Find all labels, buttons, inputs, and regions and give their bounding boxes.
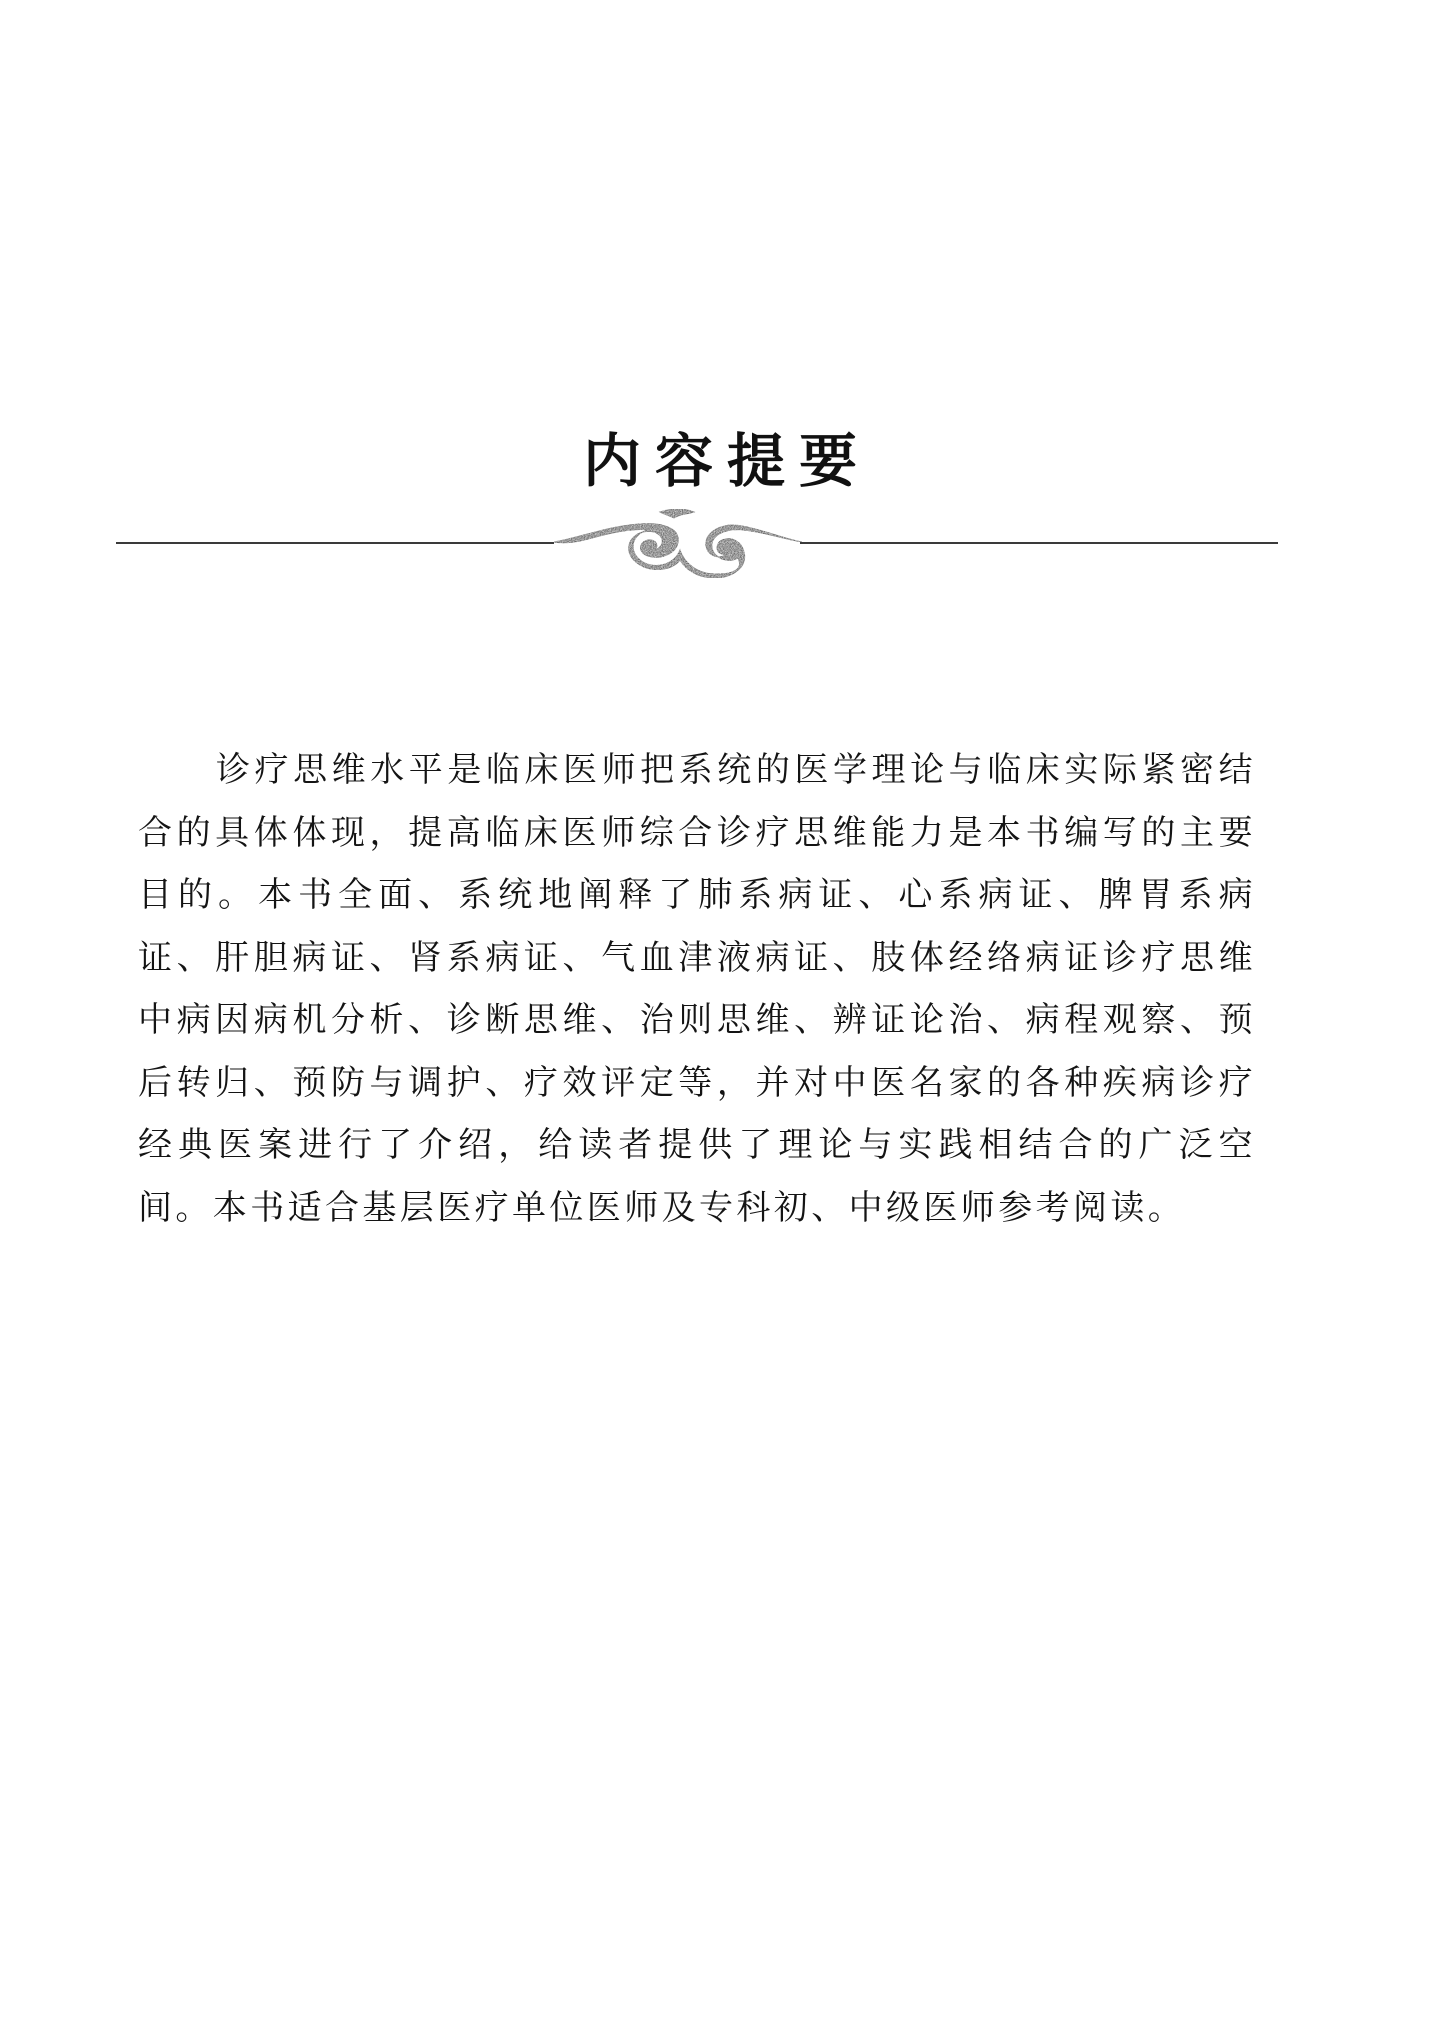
- title-rule-left: [116, 542, 554, 544]
- title-rule-right: [800, 542, 1278, 544]
- section-title: 内容提要: [582, 427, 871, 495]
- cloud-scroll-ornament-icon: [548, 498, 808, 590]
- summary-paragraph: 诊疗思维水平是临床医师把系统的医学理论与临床实际紧密结合的具体体现，提高临床医师综合诊疗思维能力是本书编写的主要目的。本书全面、系统地阐释了肺系病证、心系病证、脾胃系病证、肝胆病证、肾系病证、气血津液病证、肢体经络病证诊疗思维中病因病机分析、诊断思维、治则思维、辨证论治、病程观察、预后转归、预防与调护、疗效评定等，并对中医名家的各种疾病诊疗经典医案进行了介绍，给读者提供了理论与实践相结合的广泛空间。本书适合基层医疗单位医师及专科初、中级医师参考阅读。: [138, 750, 1256, 1228]
